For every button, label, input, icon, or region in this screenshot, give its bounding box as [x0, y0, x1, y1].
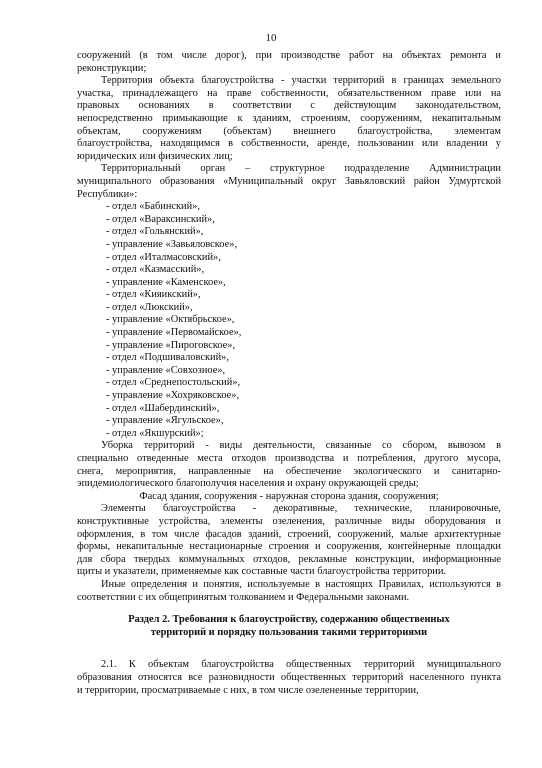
text-line: правовых основаниях в соответствии с действующим законодательством, [77, 100, 501, 112]
text-line: непосредственно примыкающие к зданиям, строениям, сооружениям, некапитальным [77, 112, 501, 124]
text-line: эпидемиологического благополучия населения и охрану окружающей среды; [77, 478, 419, 490]
list-item: - отдел «Кияикский», [106, 289, 201, 301]
text-line: Территория объекта благоустройства - участки территорий в границах земельного [101, 75, 501, 87]
text-line: конструктивные устройства, элементы озеленения, различные виды оборудования и [77, 515, 501, 527]
territory-definition [77, 75, 501, 163]
text-line: участка, принадлежащего на праве собственности, обязательственном праве или на [77, 87, 501, 99]
text-line: сооружений (в том числе дорог), при производстве работ на объектах ремонта и [77, 50, 501, 61]
facade-definition: Фасад здания, сооружения - наружная сторона здания, сооружения; [139, 490, 439, 502]
list-item: - управление «Каменское», [106, 276, 226, 288]
text-line: Территориальный орган – структурное подразделение Администрации [101, 163, 501, 175]
text-line: и территории, просматриваемые с них, в том числе озелененные территории, [77, 684, 419, 696]
text-line: 2.1. К объектам благоустройства общественных территорий муниципального [101, 659, 501, 671]
text-line: муниципального образования «Муниципальный округ Завьяловский район Удмуртской [77, 175, 501, 187]
section-heading [77, 614, 501, 639]
text-line: реконструкции; [77, 62, 147, 74]
text-line: юридических или физических лиц; [77, 150, 233, 162]
list-item: - отдел «Вараксинский», [106, 213, 215, 225]
list-item: - отдел «Якшурский»; [106, 427, 204, 439]
clause-2-1 [77, 659, 501, 697]
cleaning-definition [77, 440, 501, 490]
text-line: снега, мероприятия, направленные на обеспечение экологического и санитарно- [77, 465, 501, 477]
text-line: формы, некапитальные нестационарные строения и сооружения, контейнерные площадки [77, 541, 501, 553]
list-item: - отдел «Гольянский», [106, 226, 204, 238]
list-item: - отдел «Среднепостольский», [106, 377, 241, 389]
text-line: образования относятся все разновидности общественных территорий населенного пункта [77, 671, 501, 683]
territorial-organ-definition [77, 163, 501, 201]
page-number: 10 [265, 32, 277, 44]
list-item: - управление «Октябрьское», [106, 314, 235, 326]
text-line: щиты и указатели, применяемые как составные части благоустройства территории. [77, 566, 447, 578]
list-item: - управление «Хохряковское», [106, 390, 240, 402]
list-item: - управление «Ягульское», [106, 415, 224, 427]
intro-paragraph [77, 50, 501, 75]
list-item: - управление «Первомайское», [106, 327, 242, 339]
text-line: оформления, в том числе фасадов зданий, строений, сооружений, малые архитектурные [77, 528, 501, 540]
list-item: - отдел «Казмасский», [106, 264, 205, 276]
list-item: - отдел «Италмасовский», [106, 251, 221, 263]
list-item: - отдел «Люкский», [106, 301, 193, 313]
text-line: специально отведенные места отходов производства и потребления, другого мусора, [77, 453, 501, 464]
heading-line: территорий и порядку пользования такими территориями [150, 626, 428, 638]
elements-definition [77, 503, 501, 579]
list-item: - управление «Пироговское», [106, 339, 236, 351]
text-line: Уборка территорий - виды деятельности, связанные со сбором, вывозом в [101, 440, 501, 452]
list-item: - управление «Завьяловское», [106, 238, 238, 250]
heading-line: Раздел 2. Требования к благоустройству, содержанию общественных [128, 614, 450, 626]
text-line: для сбора твердых коммунальных отходов, рекламные конструкции, информационные [77, 553, 501, 565]
document-body [77, 50, 501, 697]
list-item: - отдел «Шабердинский», [106, 402, 220, 414]
list-item: - отдел «Бабинский», [106, 201, 200, 213]
text-line: благоустройства, находящимся в собственности, аренде, пользовании или владении у [77, 138, 501, 150]
other-definitions [77, 579, 501, 604]
territorial-units-list [77, 201, 501, 440]
text-line: Республики»: [77, 188, 138, 200]
text-line: соответствии с их общепринятым толкованием и Федеральными законами. [77, 591, 410, 603]
list-item: - отдел «Подшиваловский», [106, 352, 229, 364]
text-line: объектам, сооружениям (объектам) внешнего благоустройства, элементам [77, 125, 501, 137]
list-item: - управление «Совхозное», [106, 364, 226, 376]
text-line: Иные определения и понятия, используемые в настоящих Правилах, используются в [101, 578, 501, 590]
text-line: Элементы благоустройства - декоративные, технические, планировочные, [101, 503, 501, 515]
